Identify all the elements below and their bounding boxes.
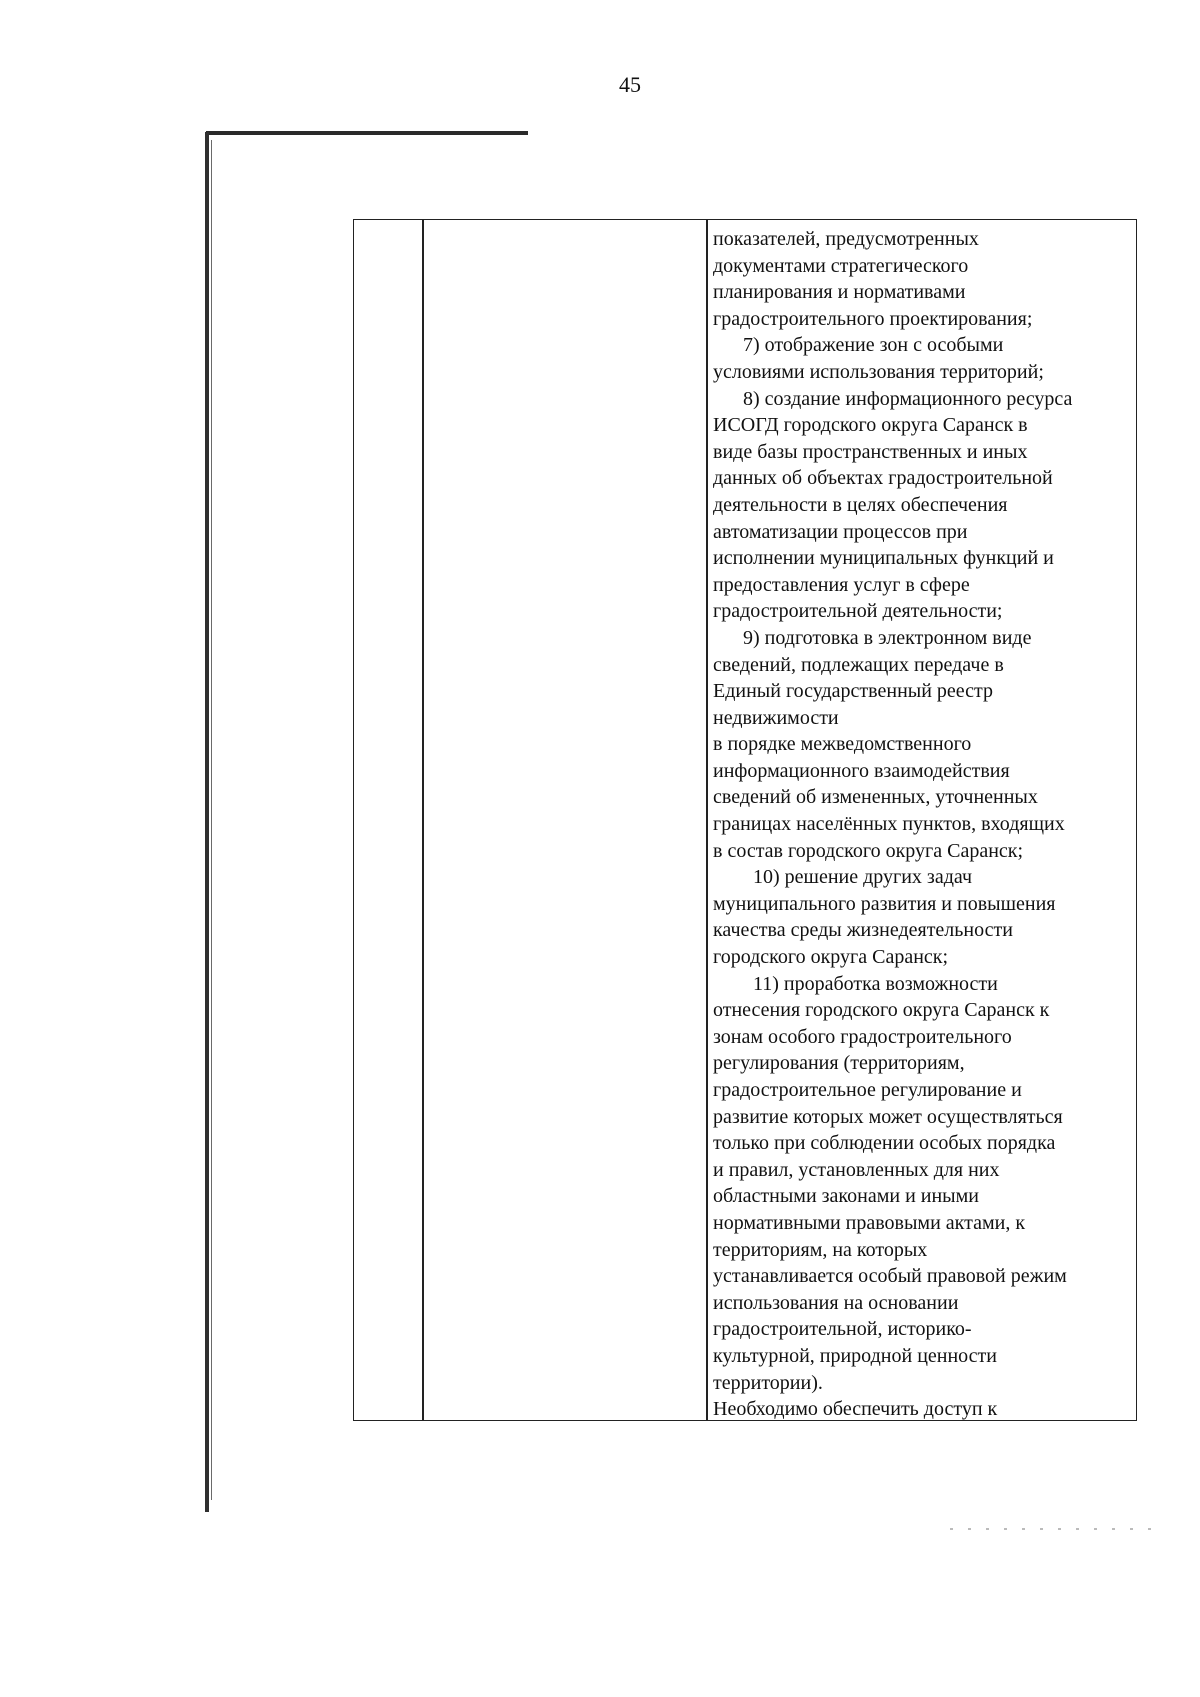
scan-dots — [950, 1528, 1160, 1530]
table-cell-line: градостроительное регулирование и — [713, 1079, 1022, 1101]
table-cell-line: областными законами и иными — [713, 1185, 979, 1208]
table-cell-line: в состав городского округа Саранск; — [713, 839, 1024, 862]
table-cell-line: границах населённых пунктов, входящих — [713, 813, 1065, 836]
table-cell-line: регулирования (территориям, — [713, 1052, 965, 1075]
table-cell-line: виде базы пространственных и иных — [713, 440, 1028, 463]
table-cell-line: качества среды жизнедеятельности — [713, 919, 1013, 942]
table-cell-line: недвижимости — [713, 706, 839, 729]
table-cell-line: только при соблюдении особых порядка — [713, 1132, 1056, 1155]
table-cell-line: 9) подготовка в электронном виде — [743, 626, 1032, 649]
table-cell-line: нормативными правовыми актами, к — [713, 1211, 1026, 1234]
table-cell-line: планирования и нормативами — [713, 281, 966, 304]
table-cell-line: сведений об измененных, уточненных — [713, 786, 1038, 809]
table-cell-line: градостроительной, историко- — [713, 1318, 972, 1341]
table-cell-line: развитие которых может осуществляться — [713, 1105, 1063, 1128]
table-cell-line: информационного взаимодействия — [713, 759, 1010, 782]
table-cell-line: Единый государственный реестр — [713, 680, 994, 703]
table-cell-line: сведений, подлежащих передаче в — [713, 653, 1004, 676]
table-cell-line: в порядке межведомственного — [713, 733, 972, 756]
table-cell-line: ИСОГД городского округа Саранск в — [713, 414, 1028, 437]
table-cell-line: Необходимо обеспечить доступ к — [713, 1398, 998, 1421]
table-cell-line: деятельности в целях обеспечения — [713, 493, 1008, 516]
table-cell-line: 11) проработка возможности — [753, 972, 998, 995]
table-cell-line: городского округа Саранск; — [713, 946, 949, 969]
table-cell-line: и правил, установленных для них — [713, 1158, 1000, 1181]
scan-edge-left — [205, 132, 209, 1512]
scan-edge-top — [206, 131, 528, 135]
table-cell-line: 7) отображение зон с особыми — [743, 334, 1004, 357]
table-cell-line: автоматизации процессов при — [713, 520, 968, 543]
table-cell-line: показателей, предусмотренных — [713, 228, 979, 250]
page-number: 45 — [619, 72, 641, 97]
table-cell-line: 10) решение других задач — [753, 866, 973, 889]
table-cell-line: градостроительной деятельности; — [713, 600, 1003, 623]
table-cell-text — [713, 226, 1137, 1423]
table-cell-line: градостроительного проектирования; — [713, 307, 1033, 330]
table-column-divider-1 — [422, 220, 424, 1420]
table-cell-line: данных об объектах градостроительной — [713, 467, 1053, 490]
scan-edge-left-inner — [211, 140, 212, 1500]
table-cell-line: устанавливается особый правовой режим — [713, 1265, 1067, 1288]
table-cell-line: документами стратегического — [713, 254, 969, 277]
table-cell-line: культурной, природной ценности — [713, 1344, 997, 1367]
table-cell-line: исполнении муниципальных функций и — [713, 547, 1054, 570]
table-cell-line: условиями использования территорий; — [713, 360, 1044, 383]
table-cell-line: 8) создание информационного ресурса — [743, 387, 1073, 410]
table-cell-line: предоставления услуг в сфере — [713, 573, 970, 596]
table-cell-line: отнесения городского округа Саранск к — [713, 999, 1050, 1022]
table-cell-line: территории). — [713, 1371, 823, 1394]
table-cell-line: территориям, на которых — [713, 1238, 928, 1261]
table-cell-line: использования на основании — [713, 1291, 959, 1314]
table-cell-line: зонам особого градостроительного — [713, 1025, 1012, 1048]
table-cell-line: муниципального развития и повышения — [713, 892, 1056, 915]
table-column-divider-2 — [706, 220, 708, 1420]
document-table — [353, 219, 1137, 1421]
